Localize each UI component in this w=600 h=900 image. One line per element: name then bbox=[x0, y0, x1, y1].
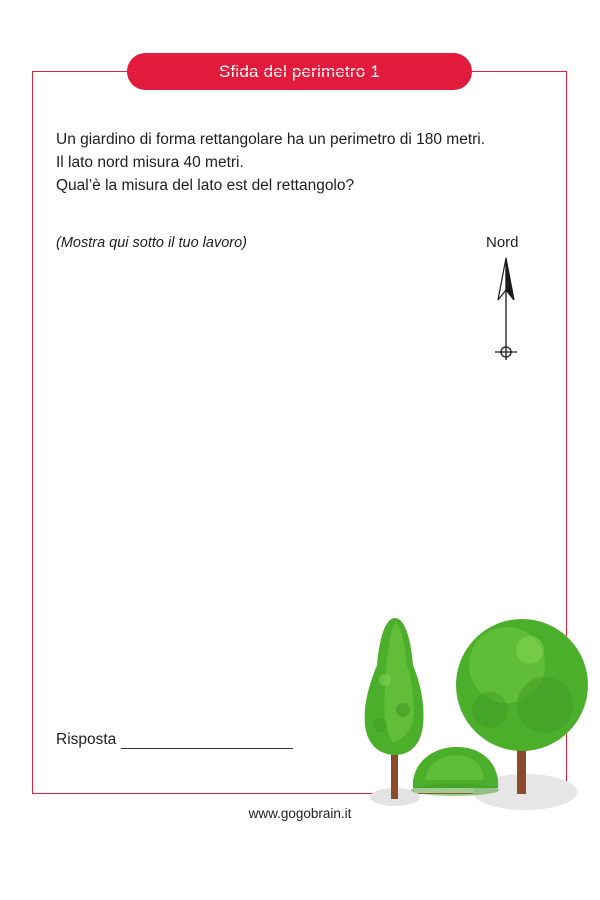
question-line-3: Qual’è la misura del lato est del rettangolo? bbox=[56, 177, 355, 194]
website-footer[interactable]: www.gogobrain.it bbox=[248, 806, 352, 821]
north-arrow-icon bbox=[490, 256, 524, 366]
work-hint: (Mostra qui sotto il tuo lavoro) bbox=[56, 235, 247, 251]
answer-label: Risposta bbox=[56, 731, 117, 748]
answer-input-line[interactable] bbox=[121, 733, 293, 749]
north-label: Nord bbox=[486, 234, 519, 251]
answer-row bbox=[56, 731, 293, 749]
question-text bbox=[56, 128, 496, 197]
worksheet-title: Sfida del perimetro 1 bbox=[127, 53, 472, 90]
question-line-1: Un giardino di forma rettangolare ha un perimetro di 180 metri. bbox=[56, 131, 486, 148]
trees-illustration bbox=[355, 610, 590, 820]
question-line-2: Il lato nord misura 40 metri. bbox=[56, 154, 244, 171]
